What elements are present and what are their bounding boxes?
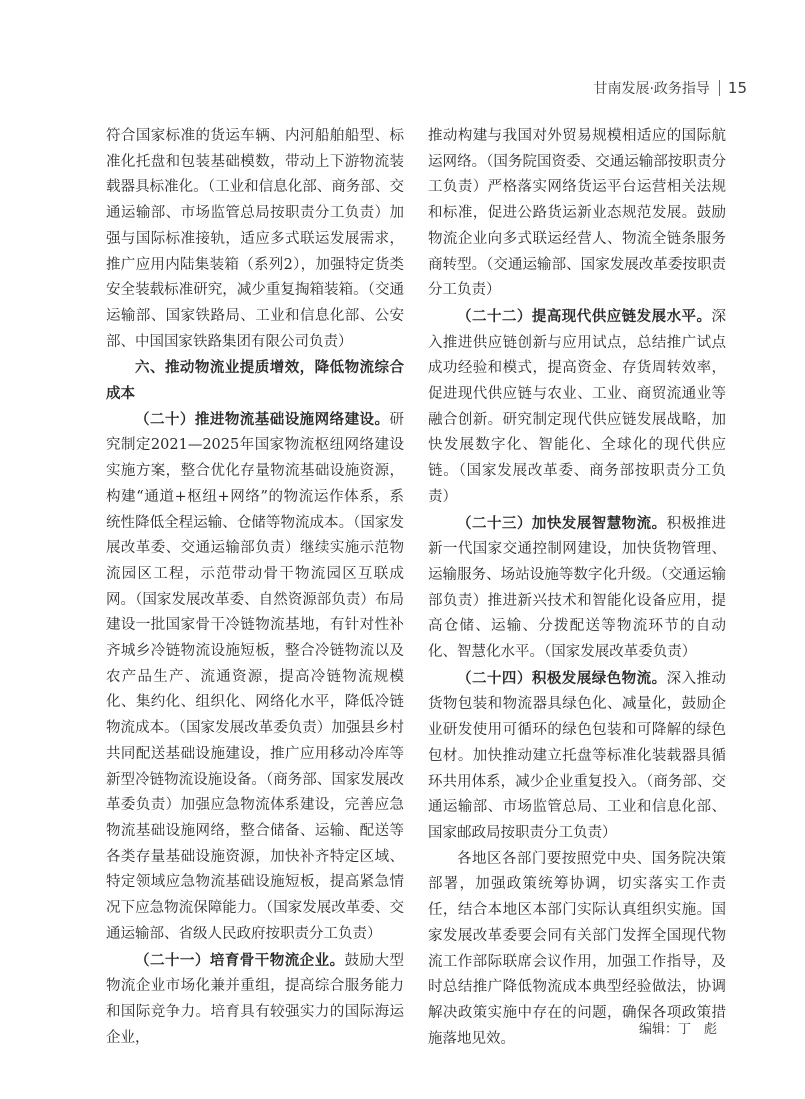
section-heading-6: 六、推动物流业提质增效，降低物流综合成本 (106, 359, 404, 403)
paragraph-closing: 各地区各部门要按照党中央、国务院决策部署，加强政策统筹协调，切实落实工作责任，结合本地区本部门实际认真组织实施。国家发展改革委要会同有关部门发挥全国现代物流工作部际联席会议作用，加强工作指导，及时总结推广降低物流成本典型经验做法，协调解决政策实施中存在的问题，确保各项政策措施落地见效。 (428, 850, 726, 1047)
right-column (428, 124, 726, 1052)
page-number: 15 (727, 79, 747, 97)
paragraph-22 (428, 304, 726, 511)
paragraph-22-body: 深入推进供应链创新与应用试点，总结推广试点成功经验和模式，提高资金、存货周转效率，促进现代供应链与农业、工业、商贸流通业等融合创新。研究制定现代供应链发展战略，加快发展数字化、智能化、全球化的现代供应链。（国家发展改革委、商务部按职责分工负责） (428, 308, 726, 505)
header-divider (719, 80, 720, 96)
paragraph-20-title: （二十）推进物流基础设施网络建设。 (135, 410, 390, 428)
page-header (593, 78, 747, 98)
paragraph-22-title: （二十二）提高现代供应链发展水平。 (457, 307, 712, 325)
paragraph-20 (106, 407, 404, 948)
paragraph-21 (106, 948, 404, 1052)
paragraph-23-body: 积极推进新一代国家交通控制网建设，加快货物管理、运输服务、场站设施等数字化升级。（交通运输部负责）推进新兴技术和智能化设备应用，提高仓储、运输、分拨配送等物流环节的自动化、智慧化水平。（国家发展改革委负责） (428, 515, 727, 661)
paragraph-24-title: （二十四）积极发展绿色物流。 (457, 669, 667, 687)
paragraph-23 (428, 511, 726, 666)
paragraph-20-body: 研究制定2021—2025年国家物流枢纽网络建设实施方案，整合优化存量物流基础设施资源，构建“通道+枢纽+网络”的物流运作体系，系统性降低全程运输、仓储等物流成本。（国家发展改革委、交通运输部负责）继续实施示范物流园区工程，示范带动骨干物流园区互联成网。（国家发展改革委、自然资源部负责）布局建设一批国家骨干冷链物流基地，有针对性补齐城乡冷链物流设施短板，整合冷链物流以及农产品生产、流通资源，提高冷链物流规模化、集约化、组织化、网络化水平，降低冷链物流成本。（国家发展改革委负责）加强县乡村共同配送基础设施建设，推广应用移动冷库等新型冷链物流设施设备。（商务部、国家发展改革委负责）加强应急物流体系建设，完善应急物流基础设施网络，整合储备、运输、配送等各类存量基础设施资源，加快补齐特定区域、特定领域应急物流基础设施短板，提高紧急情况下应急物流保障能力。（国家发展改革委、交通运输部、省级人民政府按职责分工负责） (106, 411, 404, 942)
paragraph-21-continued: 推动构建与我国对外贸易规模相适应的国际航运网络。（国务院国资委、交通运输部按职责分工负责）严格落实网络货运平台运营相关法规和标准，促进公路货运新业态规范发展。鼓励物流企业向多式联运经营人、物流全链条服务商转型。（交通运输部、国家发展改革委按职责分工负责） (428, 128, 726, 299)
paragraph-23-title: （二十三）加快发展智慧物流。 (457, 514, 667, 532)
section-title: 甘南发展·政务指导 (593, 81, 710, 97)
paragraph-24-body: 深入推动货物包装和物流器具绿色化、减量化，鼓励企业研发使用可循环的绿色包装和可降解的绿色包材。加快推动建立托盘等标准化装载器具循环共用体系，减少企业重复投入。（商务部、交通运输部、市场监管总局、工业和信息化部、国家邮政局按职责分工负责） (428, 670, 727, 841)
paragraph-standardization: 符合国家标准的货运车辆、内河船舶船型、标准化托盘和包装基础模数，带动上下游物流装载器具标准化。（工业和信息化部、商务部、交通运输部、市场监管总局按职责分工负责）加强与国际标准接轨，适应多式联运发展需求，推广应用内陆集装箱（系列2），加强特定货类安全装载标准研究，减少重复掏箱装箱。（交通运输部、国家铁路局、工业和信息化部、公安部、中国国家铁路集团有限公司负责） (106, 128, 404, 350)
left-column (106, 124, 404, 1051)
paragraph-24 (428, 666, 726, 847)
paragraph-21-body: 鼓励大型物流企业市场化兼并重组，提高综合服务能力和国际竞争力。培育具有较强实力的国际海运企业， (106, 952, 405, 1046)
paragraph-21-title: （二十一）培育骨干物流企业。 (135, 951, 345, 969)
editor-credit: 编辑：丁 彪 (638, 1022, 717, 1037)
